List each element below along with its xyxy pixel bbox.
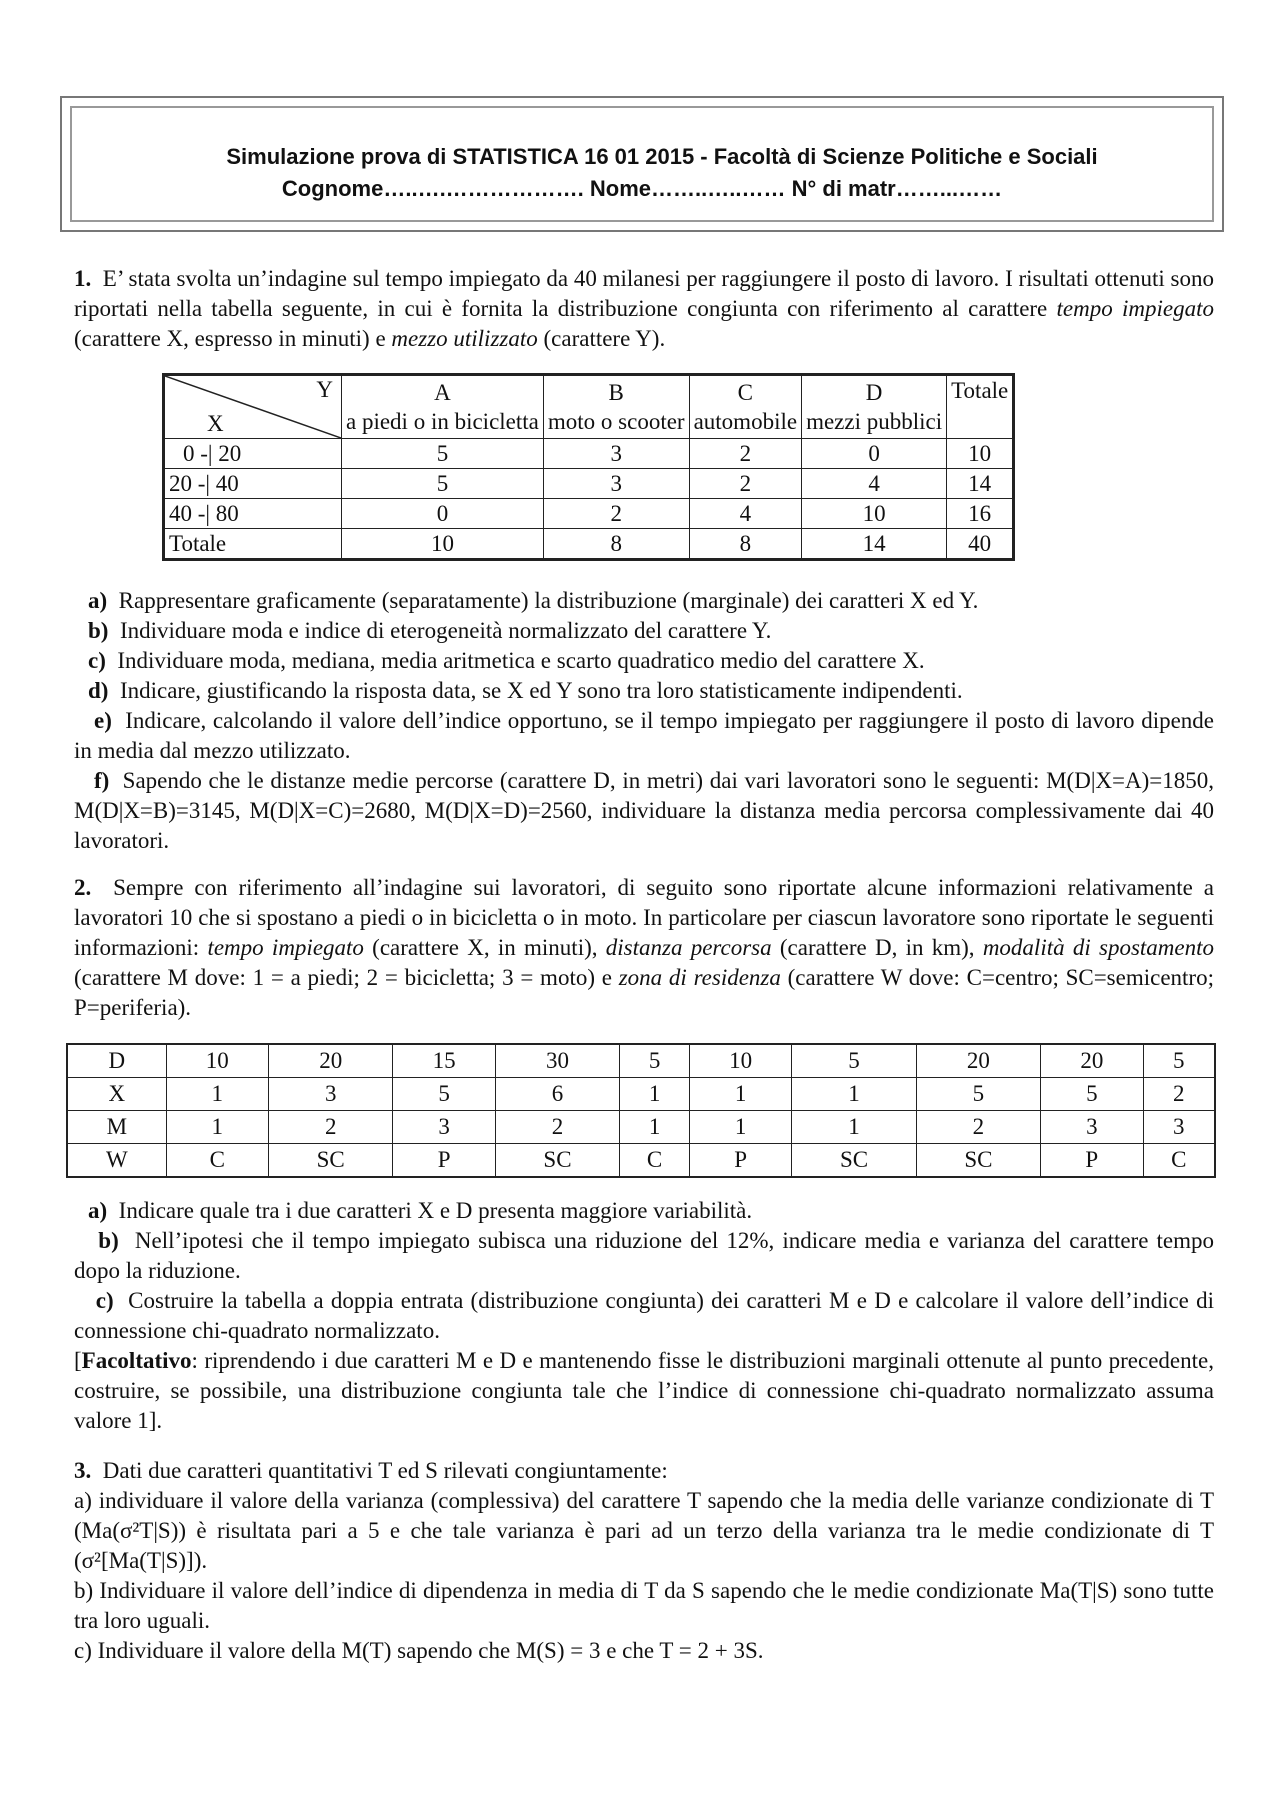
column-header-d: D mezzi pubblici <box>802 375 947 439</box>
table-cell: 5 <box>342 469 544 499</box>
table-cell: 14 <box>947 469 1014 499</box>
q2-item-a: a) Indicare quale tra i due caratteri X e D presenta maggiore variabilità. <box>88 1198 753 1223</box>
q1-item-e: e) Indicare, calcolando il valore dell’indice opportuno, se il tempo impiegato per raggiungere il posto di lavoro dipende in media dal mezzo utilizzato. <box>74 708 1215 763</box>
row-label: D <box>67 1044 166 1078</box>
table-cell: 3 <box>543 469 689 499</box>
q3-item-a: a) individuare il valore della varianza (complessiva) del carattere T sapendo che la media delle varianze condizionate di T (Ma(σ²T|S)) è risultata pari a 5 e che tale varianza è pari ad un terzo della varianza tra le medie condizionate di T (σ²[Ma(T|S)]). <box>74 1488 1214 1573</box>
table-cell: 2 <box>689 469 801 499</box>
row-label: Totale <box>164 529 342 560</box>
table-cell: 16 <box>947 499 1014 529</box>
row-label: W <box>67 1144 166 1178</box>
table-row-w: W C SC P SC C P SC SC P C <box>67 1144 1215 1178</box>
header-title: Simulazione prova di STATISTICA 16 01 2015 - Facoltà di Scienze Politiche e Sociali <box>226 144 1098 169</box>
row-label: M <box>67 1111 166 1144</box>
table-cell: 3 <box>543 439 689 469</box>
table-cell: 10 <box>802 499 947 529</box>
column-header-a: A a piedi o in bicicletta <box>342 375 544 439</box>
column-header-total: Totale <box>947 375 1014 439</box>
table-cell: 2 <box>689 439 801 469</box>
workers-data-table <box>66 1043 1216 1178</box>
table-row-m: M 1 2 3 2 1 1 1 2 3 3 <box>67 1111 1215 1144</box>
table-cell: 5 <box>342 439 544 469</box>
corner-label-y: Y <box>316 377 333 402</box>
q2-item-b: b) Nell’ipotesi che il tempo impiegato subisca una riduzione del 12%, indicare media e varianza del carattere tempo dopo la riduzione. <box>74 1228 1215 1283</box>
q2-optional: [Facoltativo: riprendendo i due caratteri M e D e mantenendo fisse le distribuzioni marginali ottenute al punto precedente, costruire, se possibile, una distribuzione congiunta tale che l’indice di connessione chi-quadrato normalizzato assuma valore 1]. <box>74 1348 1214 1433</box>
q1-item-b: b) Individuare moda e indice di eterogeneità normalizzato del carattere Y. <box>88 618 772 643</box>
q1-item-d: d) Indicare, giustificando la risposta data, se X ed Y sono tra loro statisticamente indipendenti. <box>88 678 963 703</box>
table-cell: 10 <box>342 529 544 560</box>
question-3 <box>74 1456 1214 1666</box>
row-label: 0 -| 20 <box>164 439 342 469</box>
question-1-items <box>74 586 1214 856</box>
q3-item-b: b) Individuare il valore dell’indice di dipendenza in media di T da S sapendo che le medie condizionate Ma(T|S) sono tutte tra loro uguali. <box>74 1578 1214 1633</box>
question-2-intro: 2. Sempre con riferimento all’indagine sui lavoratori, di seguito sono riportate alcune informazioni relativamente a lavoratori 10 che si spostano a piedi o in bicicletta o in moto. In particolare per ciascun lavoratore sono riportate le seguenti informazioni: tempo impiegato (carattere X, in minuti), distanza percorsa (carattere D, in km), modalità di spostamento (carattere M dove: 1 = a piedi; 2 = bicicletta; 3 = moto) e zona di residenza (carattere W dove: C=centro; SC=semicentro; P=periferia). <box>74 875 1215 1020</box>
column-header-c: C automobile <box>689 375 801 439</box>
table-cell: 2 <box>543 499 689 529</box>
column-header-b: B moto o scooter <box>543 375 689 439</box>
table-cell: 8 <box>689 529 801 560</box>
row-label: 20 -| 40 <box>164 469 342 499</box>
question-1-text-3: (carattere Y). <box>537 326 666 351</box>
header-student-fields: Cognome…..….………………. Nome……..…..…… N° di matr……...…… <box>281 176 1003 201</box>
table-row <box>164 469 1014 499</box>
question-1-intro <box>74 264 1214 354</box>
q1-item-f: f) Sapendo che le distanze medie percorse (carattere D, in metri) dai vari lavoratori sono le seguenti: M(D|X=A)=1850, M(D|X=B)=3145, M(D|X=C)=2680, M(D|X=D)=2560, individuare la distanza media percorsa complessivamente dai 40 lavoratori. <box>74 768 1215 853</box>
table-row <box>164 499 1014 529</box>
table-row-x: X 1 3 5 6 1 1 1 5 5 2 <box>67 1078 1215 1111</box>
table-cell: 4 <box>689 499 801 529</box>
corner-diagonal <box>165 376 341 438</box>
header-frame <box>60 96 1224 232</box>
table-row-total <box>164 529 1014 560</box>
question-1-term-y: mezzo utilizzato <box>391 326 538 351</box>
table-cell: 8 <box>543 529 689 560</box>
corner-label-x: X <box>207 411 224 436</box>
table-cell: 10 <box>947 439 1014 469</box>
question-2-items <box>74 1196 1214 1436</box>
q1-item-c: c) Individuare moda, mediana, media aritmetica e scarto quadratico medio del carattere X. <box>88 648 925 673</box>
row-label: X <box>67 1078 166 1111</box>
question-1-text: E’ stata svolta un’indagine sul tempo impiegato da 40 milanesi per raggiungere il posto di lavoro. I risultati ottenuti sono riportati nella tabella seguente, in cui è fornita la distribuzione congiunta con riferimento al carattere <box>74 266 1215 321</box>
table-cell: 40 <box>947 529 1014 560</box>
row-label: 40 -| 80 <box>164 499 342 529</box>
q1-item-a: a) Rappresentare graficamente (separatamente) la distribuzione (marginale) dei caratteri X ed Y. <box>88 588 979 613</box>
table-cell: 4 <box>802 469 947 499</box>
table-corner-cell <box>164 375 342 439</box>
joint-distribution-table <box>162 373 1015 561</box>
table-cell: 14 <box>802 529 947 560</box>
q2-item-c: c) Costruire la tabella a doppia entrata (distribuzione congiunta) dei caratteri M e D e calcolare il valore dell’indice di connessione chi-quadrato normalizzato. <box>74 1288 1215 1343</box>
question-1-text-2: (carattere X, espresso in minuti) e <box>74 326 392 351</box>
q3-intro: 3. Dati due caratteri quantitativi T ed S rilevati congiuntamente: <box>74 1458 668 1483</box>
table-row-d: D 10 20 15 30 5 10 5 20 20 5 <box>67 1044 1215 1078</box>
table-cell: 0 <box>802 439 947 469</box>
table-row <box>164 439 1014 469</box>
q3-item-c: c) Individuare il valore della M(T) sapendo che M(S) = 3 e che T = 2 + 3S. <box>74 1638 764 1663</box>
header-inner-frame <box>70 106 1214 222</box>
table-cell: 0 <box>342 499 544 529</box>
question-2-number: 2. <box>74 875 92 900</box>
question-1-term-x: tempo impiegato <box>1056 296 1214 321</box>
question-1-number: 1. <box>74 266 92 291</box>
